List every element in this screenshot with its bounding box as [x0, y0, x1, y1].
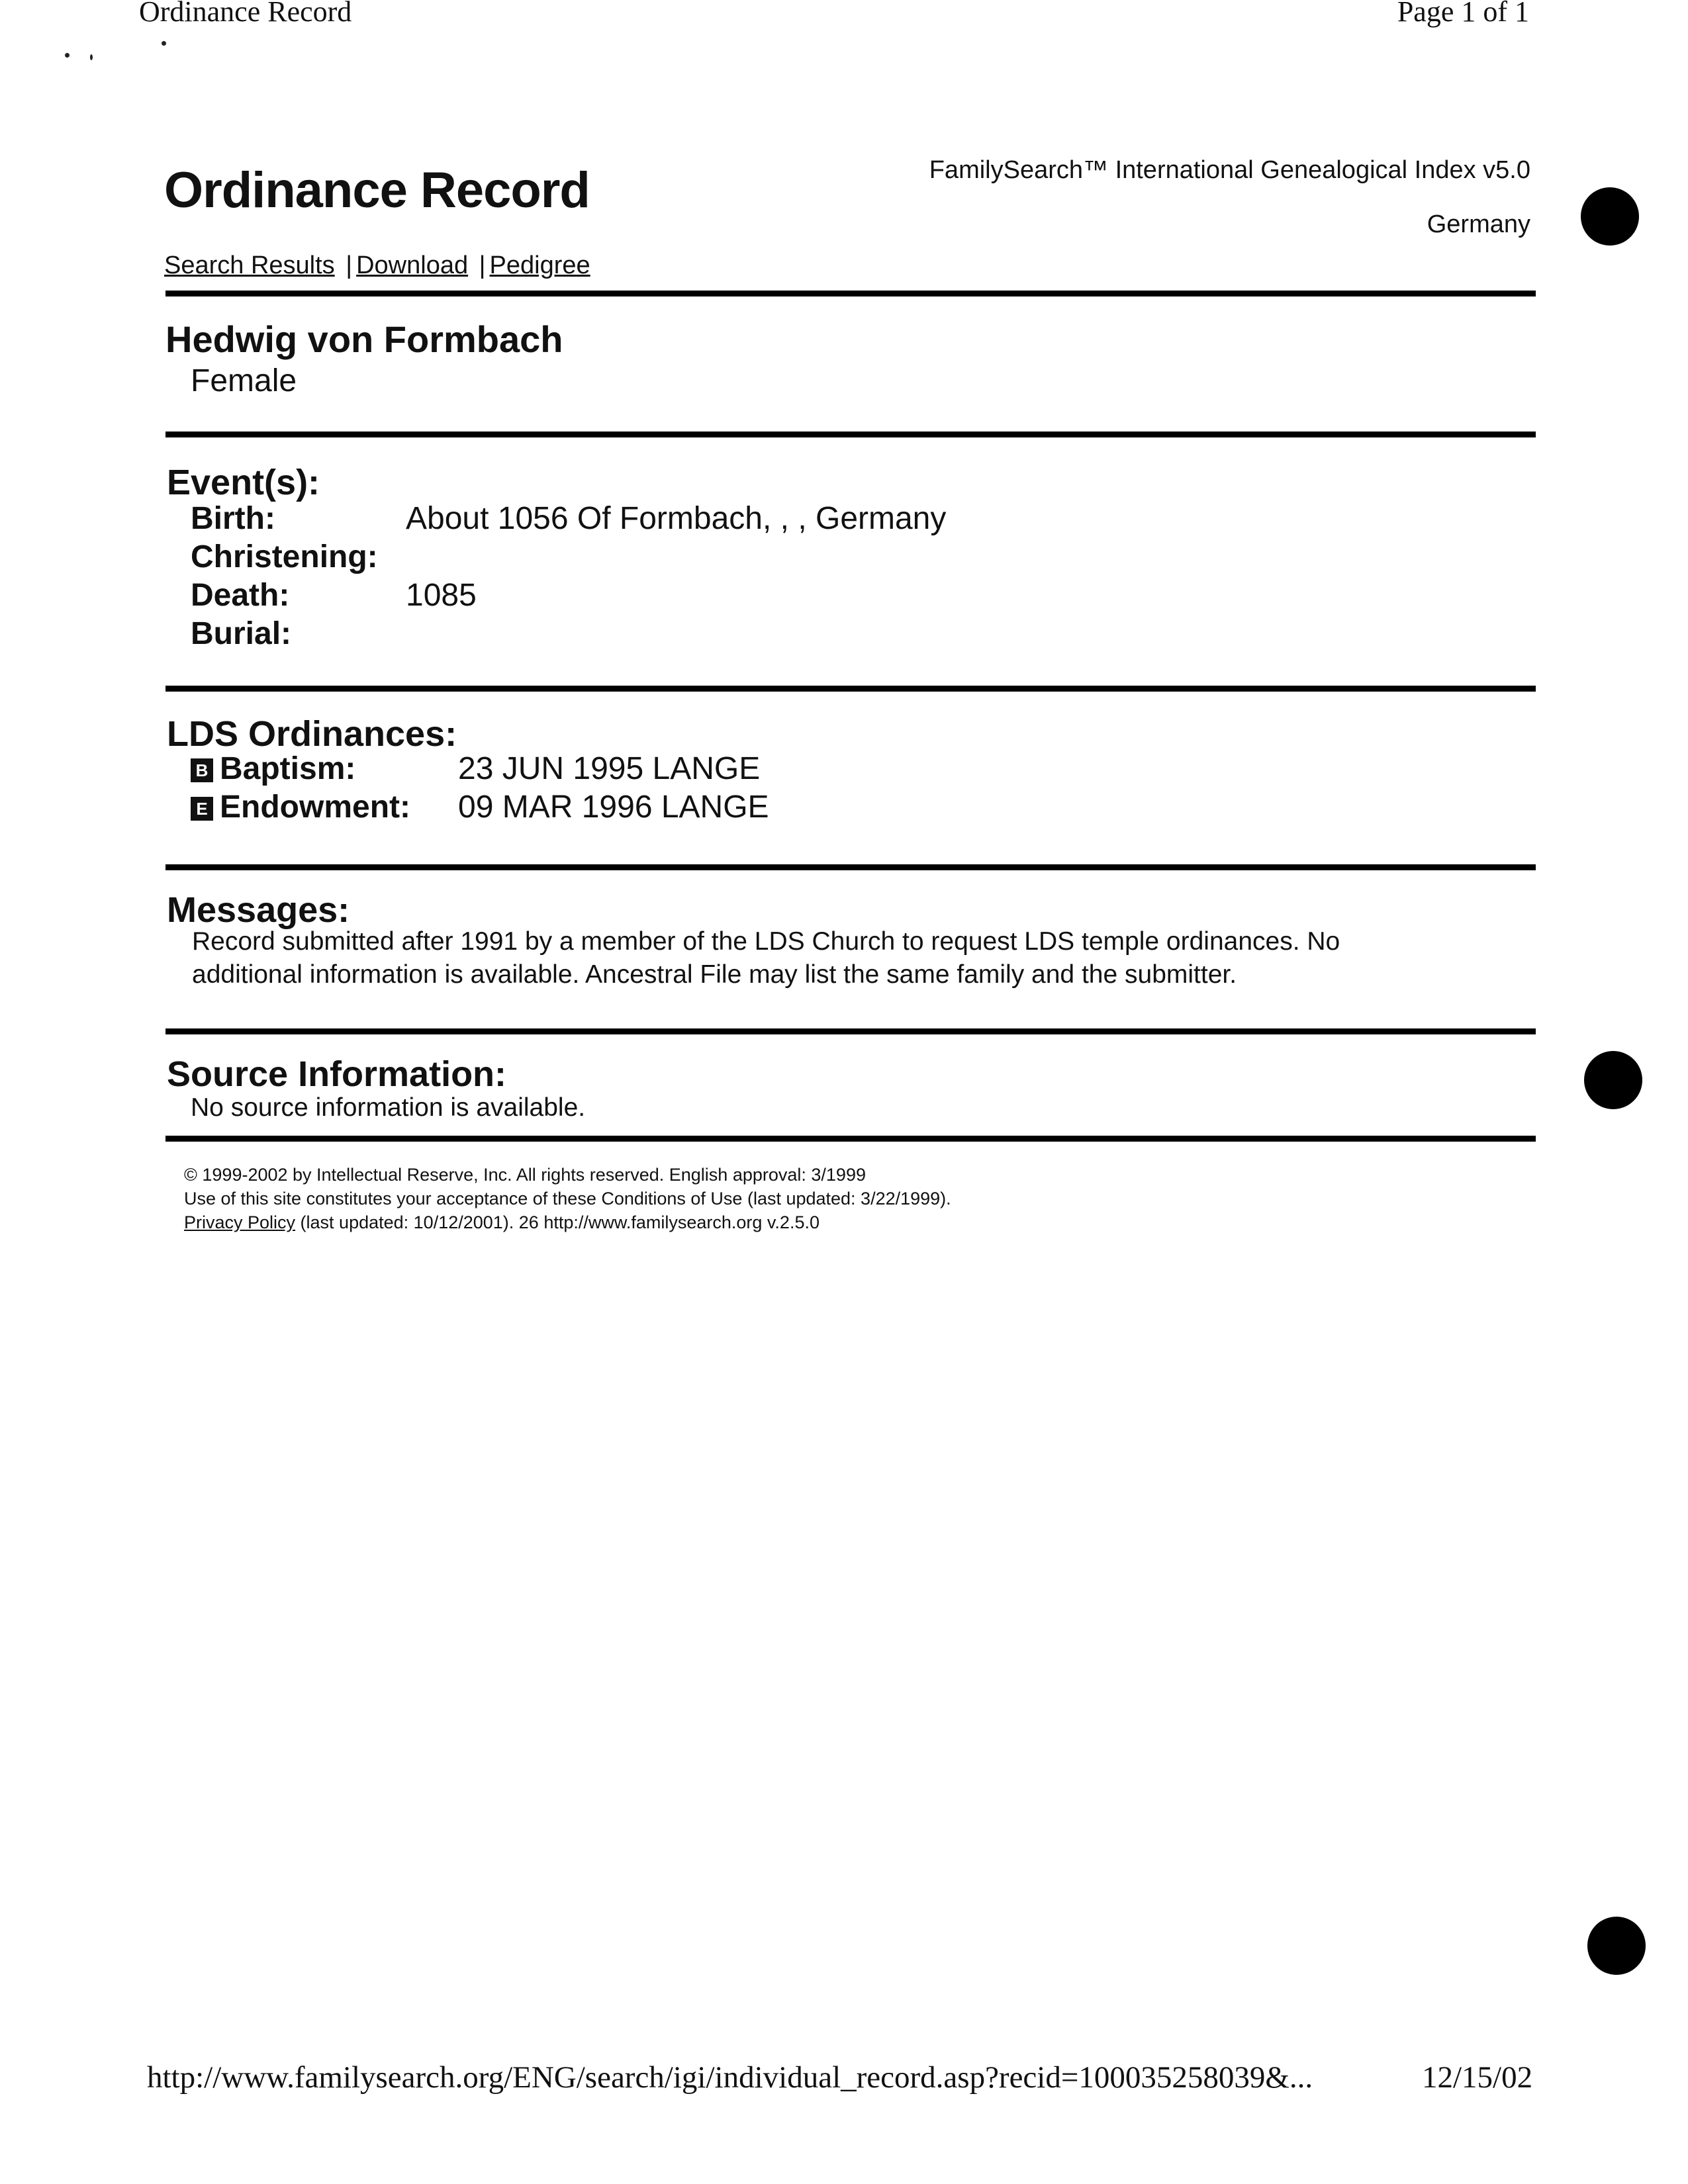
nav-separator: |: [346, 251, 353, 279]
pedigree-link[interactable]: Pedigree: [489, 251, 590, 279]
event-value: 1085: [406, 578, 477, 613]
ordinance-badge: B: [191, 758, 213, 782]
ordinance-value: 09 MAR 1996 LANGE: [458, 790, 769, 825]
region-label: Germany: [1427, 210, 1530, 238]
copyright-line: © 1999-2002 by Intellectual Reserve, Inc. All rights reserved. English approval: 3/1999: [184, 1165, 866, 1185]
event-label: Birth:: [191, 501, 275, 536]
page-title: Ordinance Record: [164, 162, 590, 218]
messages-heading: Messages:: [167, 890, 350, 930]
punch-hole: [1587, 1917, 1646, 1975]
ordinance-row-endowment: [191, 789, 769, 825]
source-heading: Source Information:: [167, 1054, 507, 1094]
download-link[interactable]: Download: [356, 251, 469, 279]
event-label: Christening:: [191, 539, 378, 574]
print-footer-url: http://www.familysearch.org/ENG/search/igi/individual_record.asp?recid=100035258039&...: [147, 2060, 1313, 2095]
scan-speck: [162, 41, 166, 46]
print-header-title: Ordinance Record: [139, 0, 352, 28]
event-row-burial: [191, 615, 406, 652]
section-divider: [165, 1136, 1536, 1142]
event-value: About 1056 Of Formbach, , , Germany: [406, 501, 947, 536]
section-divider: [165, 686, 1536, 692]
ordinance-label: Baptism:: [220, 751, 356, 786]
ordinance-label: Endowment:: [220, 790, 410, 825]
event-label: Death:: [191, 578, 290, 613]
print-page-number: Page 1 of 1: [1397, 0, 1529, 28]
section-divider: [165, 864, 1536, 870]
event-row-birth: [191, 500, 946, 537]
event-row-christening: [191, 539, 406, 575]
conditions-line: Use of this site constitutes your acceptance of these Conditions of Use (last updated: 3/22/1999).: [184, 1189, 951, 1208]
event-row-death: [191, 577, 477, 614]
punch-hole: [1581, 187, 1639, 246]
search-results-link[interactable]: Search Results: [164, 251, 335, 279]
person-name: Hedwig von Formbach: [165, 318, 563, 360]
ordinances-heading: LDS Ordinances:: [167, 714, 457, 754]
scan-speck: [65, 53, 70, 58]
site-brand: FamilySearch™ International Genealogical Index v5.0: [929, 156, 1530, 184]
event-label: Burial:: [191, 616, 292, 651]
scan-speck: [90, 54, 93, 60]
print-footer-date: 12/15/02: [1422, 2060, 1533, 2095]
ordinance-row-baptism: [191, 751, 760, 787]
section-divider: [165, 291, 1536, 296]
section-divider: [165, 432, 1536, 437]
nav-links: [164, 251, 590, 280]
section-divider: [165, 1028, 1536, 1034]
source-text: No source information is available.: [191, 1093, 586, 1122]
privacy-policy-link[interactable]: Privacy Policy: [184, 1212, 296, 1232]
ordinance-value: 23 JUN 1995 LANGE: [458, 751, 761, 786]
nav-separator: |: [479, 251, 486, 279]
person-gender: Female: [191, 363, 297, 398]
privacy-line: [184, 1212, 820, 1233]
messages-text: Record submitted after 1991 by a member of the LDS Church to request LDS temple ordinances. No additional information is available. Ancestral File may list the same family and the submitter.: [192, 927, 1340, 989]
ordinance-badge: E: [191, 797, 213, 821]
events-heading: Event(s):: [167, 463, 320, 502]
punch-hole: [1584, 1051, 1642, 1109]
privacy-line-rest: (last updated: 10/12/2001). 26 http://www.familysearch.org v.2.5.0: [295, 1212, 820, 1232]
